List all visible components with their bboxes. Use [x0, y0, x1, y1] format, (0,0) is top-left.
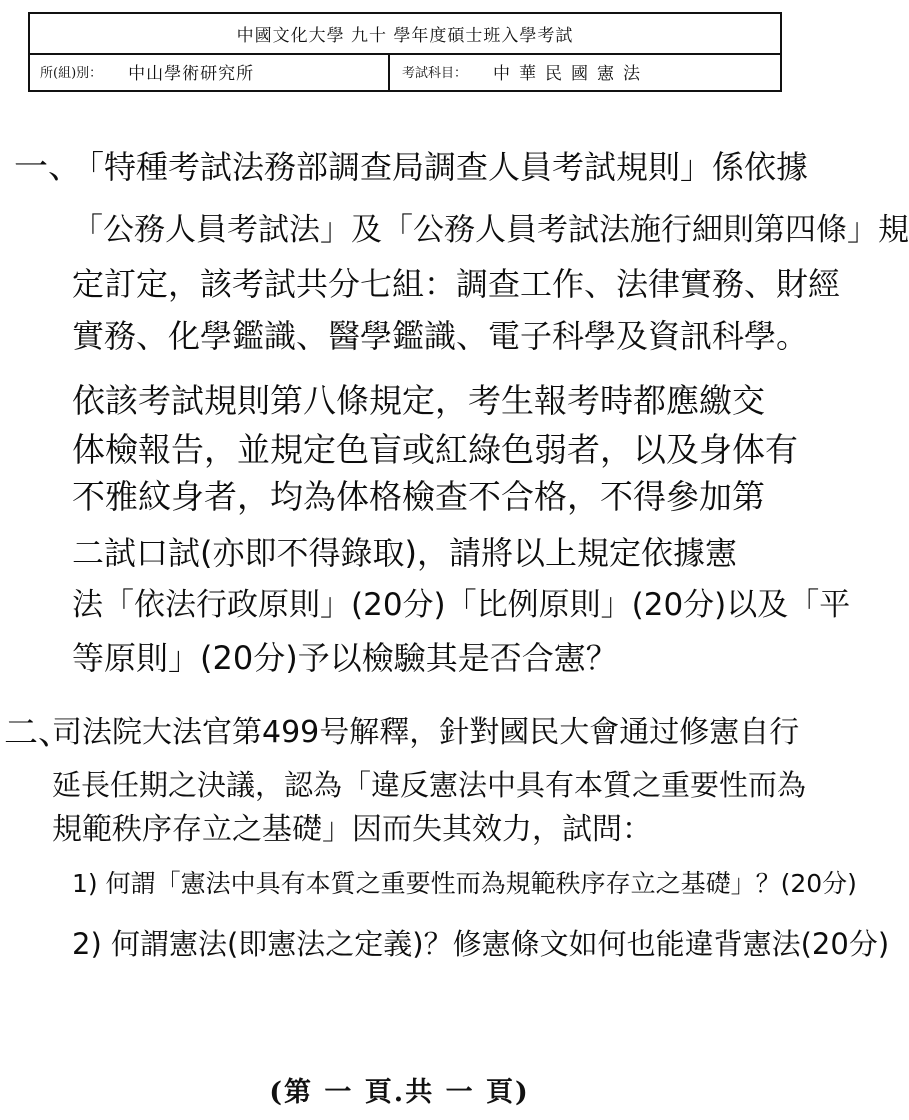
question-2-line-2: 延長任期之決議，認為「違反憲法中具有本質之重要性而為	[52, 768, 807, 802]
question-2-sub-2: 2) 何謂憲法(即憲法之定義)？修憲條文如何也能違背憲法(20分)	[72, 927, 890, 961]
department-cell	[30, 53, 390, 90]
question-1-line-9: 法「依法行政原則」(20分)「比例原則」(20分)以及「平	[72, 587, 851, 623]
question-1-line-1: 「特種考試法務部調查局調查人員考試規則」係依據	[72, 148, 809, 186]
exam-title: 中國文化大學 九十 學年度碩士班入學考試	[30, 14, 780, 55]
question-2-number: 二、	[4, 713, 72, 753]
question-2-sub-1: 1) 何謂「憲法中具有本質之重要性而為規範秩序存立之基礎」？(20分)	[72, 869, 857, 898]
subject-cell	[390, 53, 780, 90]
question-1-line-2: 「公務人員考試法」及「公務人員考試法施行細則第四條」規	[72, 212, 909, 248]
question-1-line-5: 依該考試規則第八條規定，考生報考時都應繳交	[72, 381, 765, 420]
department-value: 中山學術研究所	[128, 64, 255, 84]
question-1-line-3: 定訂定，該考試共分七組：調查工作、法律實務、財經	[72, 265, 841, 303]
subject-label: 考試科目：	[402, 66, 468, 81]
subject-value: 中華民國憲法	[493, 64, 650, 84]
question-2-line-1: 司法院大法官第499号解釋，針對國民大會通过修憲自行	[52, 715, 800, 750]
department-label: 所(組)別：	[40, 66, 103, 81]
exam-header	[28, 12, 782, 92]
page-footer: (第 一 頁.共 一 頁)	[269, 1077, 530, 1108]
question-1-line-7: 不雅紋身者，均為体格檢查不合格，不得參加第	[72, 477, 765, 516]
question-1-line-8: 二試口試(亦即不得錄取)，請將以上規定依據憲	[72, 534, 737, 572]
header-info-row	[30, 53, 780, 90]
question-1-line-10: 等原則」(20分)予以檢驗其是否合憲？	[72, 639, 618, 677]
question-1-number: 一、	[14, 147, 82, 187]
question-2-line-3: 規範秩序存立之基礎」因而失其效力，試問：	[52, 812, 652, 847]
question-1-line-4: 實務、化學鑑識、醫學鑑識、電子科學及資訊科學。	[72, 317, 809, 355]
question-1-line-6: 体檢報告，並規定色盲或紅綠色弱者，以及身体有	[72, 430, 798, 469]
